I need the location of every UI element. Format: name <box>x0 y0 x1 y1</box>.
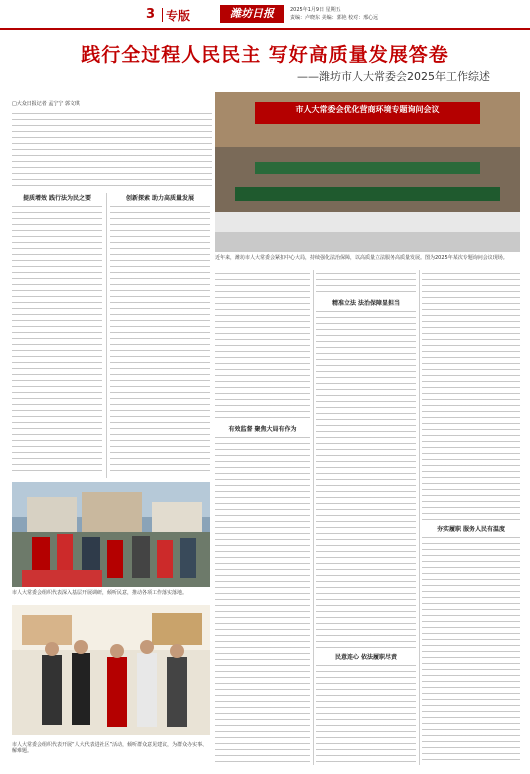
section-title-4: 精准立法 法治保障显担当 <box>331 300 401 307</box>
masthead <box>0 0 530 30</box>
byline: □大众日报记者 孟宁宁 郭文琪 <box>12 101 80 107</box>
page-number: 3 <box>146 7 156 22</box>
column-4-text <box>316 270 416 295</box>
column-rule <box>313 270 314 765</box>
page-subheadline: ——潍坊市人大常委会2025年工作综述 <box>297 70 490 83</box>
section-title-1: 提质增效 践行法为民之要 <box>22 195 92 202</box>
section-name: 专版 <box>166 9 191 23</box>
left-photo-caption: 市人大常委会组织代表深入基层开展调研，倾听民意，推动各项工作落实落地。 <box>12 590 188 596</box>
column-5-text <box>422 270 520 520</box>
section-title-2: 创新探索 助力高质量发展 <box>125 195 195 202</box>
column-4-text-2 <box>316 308 416 648</box>
section-title-5: 民意连心 依法履职尽责 <box>334 654 398 661</box>
column-rule <box>106 193 107 478</box>
photo-banner-text: 市人大常委会优化营商环境专题询问会议 <box>295 105 440 114</box>
column-2-text <box>110 203 210 473</box>
bottom-left-photo <box>12 605 210 735</box>
section-title-3: 有效监督 聚焦大局有作为 <box>228 426 297 433</box>
main-photo <box>215 92 520 252</box>
column-5-text-2 <box>422 534 520 764</box>
date-line: 2025年1月9日 星期五 <box>290 7 341 13</box>
editor-line: 责编：卢晓东 美编：郭艳 校对：邢心远 <box>290 15 379 21</box>
section-title-6: 夯实履职 服务人民有温度 <box>436 526 506 533</box>
column-rule <box>419 270 420 765</box>
left-photo <box>12 482 210 587</box>
bottom-photo-caption: 市人大常委会组织代表开展“人大代表进社区”活动，倾听群众意见建议，为群众办实事、解难题。 <box>12 742 208 754</box>
main-photo-caption: 近年来，潍坊市人大常委会紧扣中心大局，持续强化法治保障，以高质量立法服务高质量发展。图为2025年某次专题询问会议现场。 <box>215 255 508 261</box>
page-headline: 践行全过程人民民主 写好高质量发展答卷 <box>81 44 449 66</box>
column-1-text <box>12 203 102 473</box>
column-4-text-3 <box>316 662 416 764</box>
column-3-text-2 <box>215 434 310 764</box>
lead-paragraph <box>12 110 212 190</box>
newspaper-logo: 潍坊日报 <box>220 5 284 23</box>
masthead-divider <box>162 8 163 22</box>
column-3-text <box>215 270 310 420</box>
